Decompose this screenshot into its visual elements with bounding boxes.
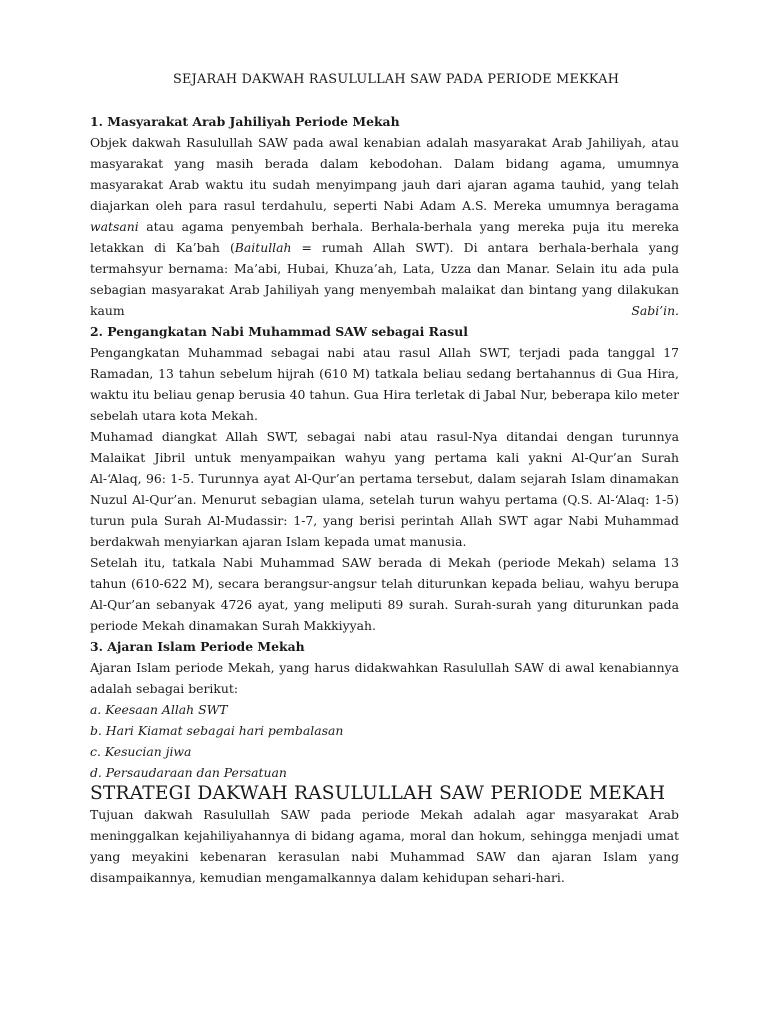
- term-baitullah: Baitullah: [234, 240, 292, 255]
- section-1-heading: 1. Masyarakat Arab Jahiliyah Periode Mekah: [90, 114, 400, 129]
- term-sabiin: Sabi’in.: [631, 303, 679, 318]
- term-watsani: watsani: [90, 219, 139, 234]
- section-2-paragraph-2: Muhamad diangkat Allah SWT, sebagai nabi atau rasul-Nya ditandai dengan turunnya Malaikat Jibril untuk menyampaikan wahyu yang pertama kali yakni Al-Qur’an Surah Al-‘Alaq, 96: 1-5. Turunnya ayat Al-Qur’an pertama tersebut, dalam sejarah Islam dinamakan Nuzul Al-Qur’an. Menurut sebagian ulama, setelah turun wahyu pertama (Q.S. Al-‘Alaq: 1-5) turun pula Surah Al-Mudassir: 1-7, yang berisi perintah Allah SWT agar Nabi Muhammad berdakwah menyiarkan ajaran Islam kepada umat manusia.: [90, 429, 679, 549]
- strategy-paragraph: Tujuan dakwah Rasulullah SAW pada periode Mekah adalah agar masyarakat Arab meninggalkan kejahiliyahannya di bidang agama, moral dan hokum, sehingga menjadi umat yang meyakini kebenaran kerasulan nabi Muhammad SAW dan ajaran Islam yang disampaikannya, kemudian mengamalkannya dalam kehidupan sehari-hari.: [90, 807, 679, 885]
- document-title: SEJARAH DAKWAH RASULULLAH SAW PADA PERIODE MEKKAH: [173, 72, 620, 87]
- strategy-heading: STRATEGI DAKWAH RASULULLAH SAW PERIODE MEKAH: [90, 783, 666, 804]
- section-3-heading: 3. Ajaran Islam Periode Mekah: [90, 639, 305, 654]
- section-1-text-a: Objek dakwah Rasulullah SAW pada awal kenabian adalah masyarakat Arab Jahiliyah, atau masyarakat yang masih berada dalam kebodohan. Dalam bidang agama, umumnya masyarakat Arab waktu itu sudah menyimpang jauh dari ajaran agama tauhid, yang telah diajarkan oleh para rasul terdahulu, seperti Nabi Adam A.S. Mereka umumnya beragama: [90, 135, 679, 213]
- list-item: a. Keesaan Allah SWT: [90, 702, 228, 717]
- section-1-text-b: atau agama penyembah berhala. Berhala-berhala yang mereka puja itu mereka letakkan di Ka’bah (: [90, 219, 679, 255]
- section-3-intro: Ajaran Islam periode Mekah, yang harus didakwahkan Rasulullah SAW di awal kenabiannya adalah sebagai berikut:: [90, 660, 679, 696]
- section-2-heading: 2. Pengangkatan Nabi Muhammad SAW sebagai Rasul: [90, 324, 468, 339]
- list-item: b. Hari Kiamat sebagai hari pembalasan: [90, 723, 344, 738]
- section-2-paragraph-3: Setelah itu, tatkala Nabi Muhammad SAW berada di Mekah (periode Mekah) selama 13 tahun (610-622 M), secara berangsur-angsur telah diturunkan kepada beliau, wahyu berupa Al-Qur’an sebanyak 4726 ayat, yang meliputi 89 surah. Surah-surah yang diturunkan pada periode Mekah dinamakan Surah Makkiyyah.: [90, 555, 679, 633]
- section-2-paragraph-1: Pengangkatan Muhammad sebagai nabi atau rasul Allah SWT, terjadi pada tanggal 17 Ramadan, 13 tahun sebelum hijrah (610 M) tatkala beliau sedang bertahannus di Gua Hira, waktu itu beliau genap berusia 40 tahun. Gua Hira terletak di Jabal Nur, beberapa kilo meter sebelah utara kota Mekah.: [90, 345, 679, 423]
- list-item: c. Kesucian jiwa: [90, 744, 192, 759]
- list-item: d. Persaudaraan dan Persatuan: [90, 765, 287, 780]
- section-1-paragraph: [90, 132, 679, 321]
- section-1-text-c: = rumah Allah SWT). Di antara berhala-berhala yang termahsyur bernama: Ma’abi, Hubai, Khuza’ah, Lata, Uzza dan Manar. Selain itu ada pula sebagian masyarakat Arab Jahiliyah yang menyembah malaikat dan bintang yang dilakukan kaum: [90, 240, 679, 318]
- ajaran-list: [90, 699, 679, 783]
